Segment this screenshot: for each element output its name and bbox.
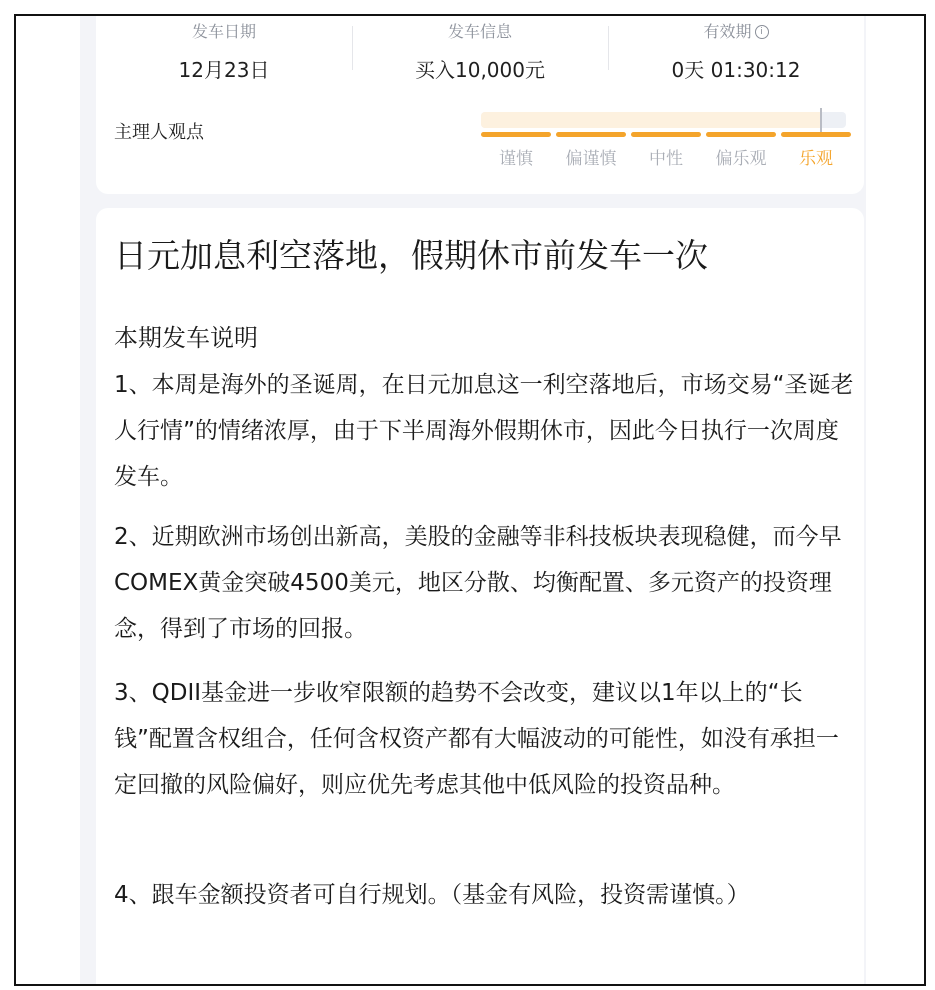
opinion-level-5: 乐观 bbox=[799, 149, 833, 169]
date-block bbox=[96, 16, 352, 83]
paragraph-2: 2、近期欧洲市场创出新高，美股的金融等非科技板块表现稳健，而今早COMEX黄金突破4500美元，地区分散、均衡配置、多元资产的投资理念，得到了市场的回报。 bbox=[114, 524, 842, 642]
opinion-level-2: 偏谨慎 bbox=[565, 149, 617, 169]
article-title: 日元加息利空落地，假期休市前发车一次 bbox=[114, 236, 708, 275]
opinion-level-1: 谨慎 bbox=[499, 149, 533, 169]
valid-block bbox=[608, 16, 864, 83]
car-info-block bbox=[352, 16, 608, 83]
valid-label: 有效期 bbox=[703, 22, 752, 41]
opinion-level-4: 偏乐观 bbox=[715, 149, 767, 169]
opinion-track bbox=[481, 112, 846, 128]
valid-label-row bbox=[608, 19, 864, 42]
car-info-label: 发车信息 bbox=[447, 22, 512, 41]
info-card bbox=[96, 14, 864, 194]
opinion-segment bbox=[781, 132, 851, 137]
section-title: 本期发车说明 bbox=[114, 324, 258, 352]
paragraph-4: 4、跟车金额投资者可自行规划。（基金有风险，投资需谨慎。） bbox=[114, 882, 750, 908]
date-label: 发车日期 bbox=[191, 22, 256, 41]
valid-value: 0天 01:30:12 bbox=[671, 58, 801, 82]
article-card bbox=[96, 208, 864, 986]
paragraph-3: 3、QDII基金进一步收窄限额的趋势不会改变，建议以1年以上的“长钱”配置含权组合，任何含权资产都有大幅波动的可能性，如没有承担一定回撤的风险偏好，则应优先考虑其他中低风险的投资品种。 bbox=[114, 680, 839, 798]
date-value: 12月23日 bbox=[178, 58, 270, 82]
paragraph-1: 1、本周是海外的圣诞周，在日元加息这一利空落地后，市场交易“圣诞老人行情”的情绪浓厚，由于下半周海外假期休市，因此今日执行一次周度发车。 bbox=[114, 372, 854, 490]
opinion-segment bbox=[556, 132, 626, 137]
opinion-label: 主理人观点 bbox=[114, 122, 204, 143]
opinion-segment bbox=[706, 132, 776, 137]
screen-frame bbox=[14, 14, 926, 986]
opinion-track-fill bbox=[481, 112, 820, 128]
opinion-marker bbox=[820, 108, 822, 132]
opinion-segment bbox=[631, 132, 701, 137]
info-icon[interactable]: i bbox=[755, 25, 769, 39]
car-info-value: 买入10,000元 bbox=[415, 58, 545, 82]
opinion-level-3: 中性 bbox=[649, 149, 683, 169]
opinion-segment bbox=[481, 132, 551, 137]
